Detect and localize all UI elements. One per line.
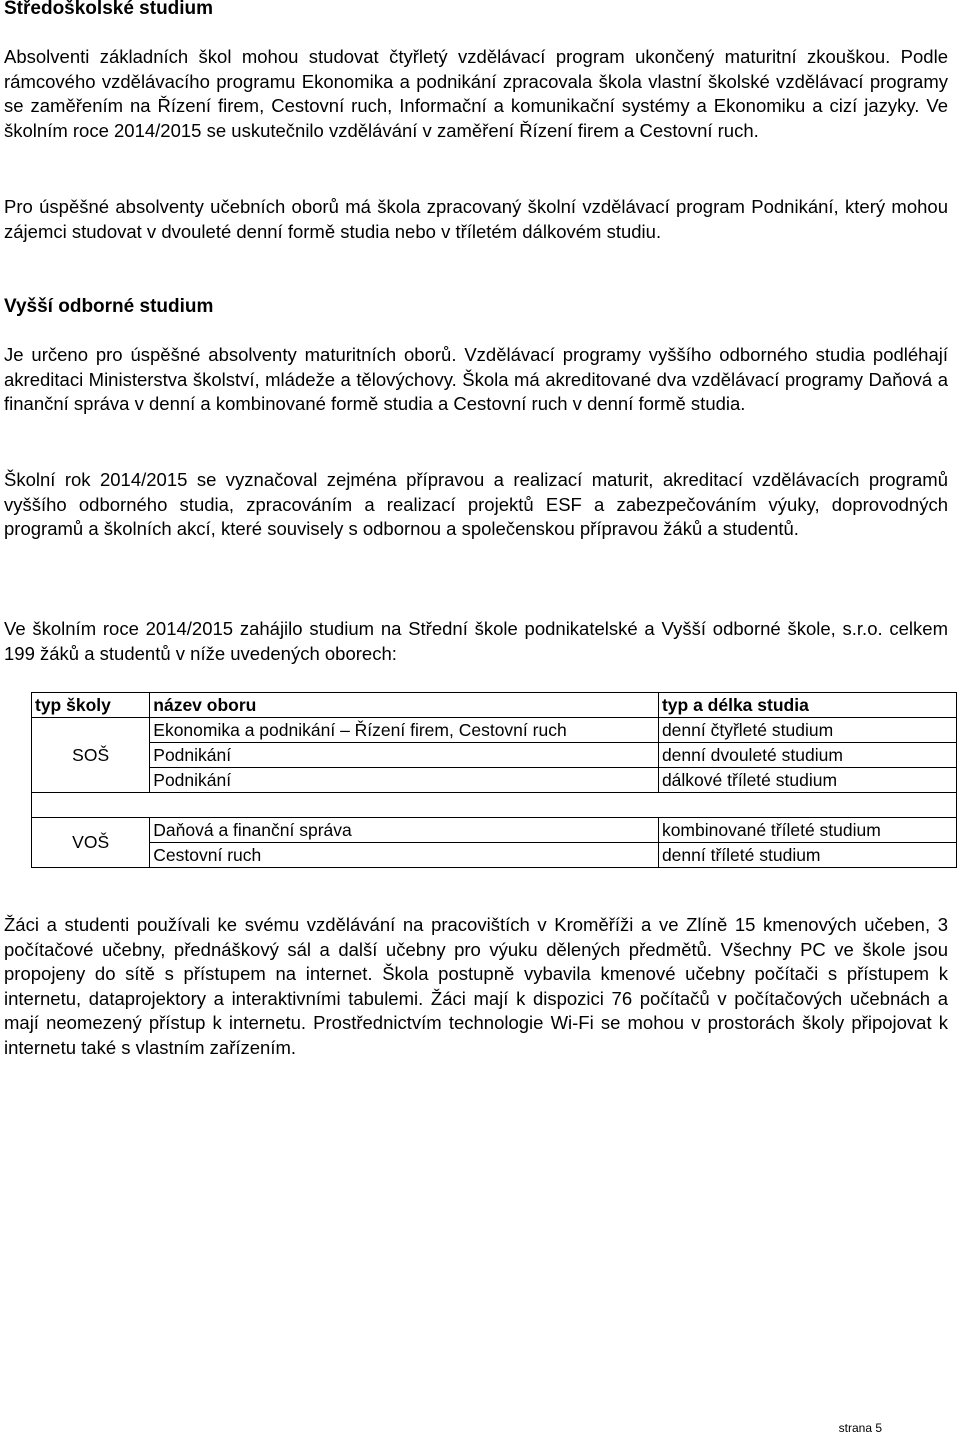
table-row — [32, 818, 957, 843]
paragraph-higher-vocational-intro: Je určeno pro úspěšné absolventy maturitních oborů. Vzdělávací programy vyššího odborného studia podléhají akreditaci Ministerstva školství, mládeže a tělovýchovy. Škola má akreditované dva vzdělávací programy Daňová a finanční správa v denní a kombinované formě studia a Cestovní ruch v denní formě studia. — [4, 344, 948, 415]
header-study-type: typ a délka studia — [658, 693, 956, 718]
paragraph-secondary-intro: Absolventi základních škol mohou studovat čtyřletý vzdělávací program ukončený maturitní zkouškou. Podle rámcového vzdělávacího programu Ekonomika a podnikání zpracovala škola vlastní školské vzdělávací programy se zaměřením na Řízení firem, Cestovní ruch, Informační a komunikační systémy a Ekonomiku a cizí jazyky. Ve školním roce 2014/2015 se uskutečnilo vzdělávání v zaměření Řízení firem a Cestovní ruch. — [4, 46, 948, 141]
school-type-vos: VOŠ — [32, 818, 150, 868]
study-type-cell: denní čtyřleté studium — [658, 718, 956, 743]
study-type-cell: denní dvouleté studium — [658, 743, 956, 768]
header-field-name: název oboru — [150, 693, 659, 718]
heading-higher-vocational: Vyšší odborné studium — [4, 296, 214, 317]
table-row — [32, 718, 957, 743]
paragraph-enrollment: Ve školním roce 2014/2015 zahájilo studium na Střední škole podnikatelské a Vyšší odborné škole, s.r.o. celkem 199 žáků a studentů v níže uvedených oborech: — [4, 618, 948, 664]
study-type-cell: dálkové tříleté studium — [658, 768, 956, 793]
separator-cell — [32, 793, 957, 818]
heading-secondary-school: Středoškolské studium — [4, 0, 214, 19]
study-type-cell: kombinované tříleté studium — [658, 818, 956, 843]
table-separator-row — [32, 793, 957, 818]
school-type-sos: SOŠ — [32, 718, 150, 793]
table-row — [32, 768, 957, 793]
paragraph-facilities: Žáci a studenti používali ke svému vzdělávání na pracovištích v Kroměříži a ve Zlíně 15 kmenových učeben, 3 počítačové učebny, přednáškový sál a další učebny pro výuku dělených předmětů. Všechny PC ve škole jsou propojeny do sítě s přístupem na internet. Škola postupně vybavila kmenové učebny počítači s přístupem k internetu, dataprojektory a interaktivními tabulemi. Žáci mají k dispozici 76 počítačů v počítačových učebnách a mají neomezený přístup k internetu. Prostřednictvím technologie Wi-Fi se mohou v prostorách školy připojovat k internetu také s vlastním zařízením. — [4, 914, 948, 1058]
study-programs-table — [31, 692, 957, 868]
table-row — [32, 743, 957, 768]
header-school-type: typ školy — [32, 693, 150, 718]
page-number: strana 5 — [838, 1421, 882, 1435]
paragraph-school-year-summary: Školní rok 2014/2015 se vyznačoval zejména přípravou a realizací maturit, akreditací vzdělávacích programů vyššího odborného studia, zpracováním a realizací projektů ESF a zabezpečováním výuky, doprovodných programů a školních akcí, které souvisely s odbornou a společenskou přípravou žáků a studentů. — [4, 469, 948, 540]
study-type-cell: denní tříleté studium — [658, 843, 956, 868]
field-name-cell: Podnikání — [150, 768, 659, 793]
table-header-row — [32, 693, 957, 718]
field-name-cell: Daňová a finanční správa — [150, 818, 659, 843]
field-name-cell: Ekonomika a podnikání – Řízení firem, Cestovní ruch — [150, 718, 659, 743]
field-name-cell: Cestovní ruch — [150, 843, 659, 868]
table-row — [32, 843, 957, 868]
paragraph-apprentice-graduates: Pro úspěšné absolventy učebních oborů má škola zpracovaný školní vzdělávací program Podnikání, který mohou zájemci studovat v dvouleté denní formě studia nebo v tříletém dálkovém studiu. — [4, 196, 948, 242]
field-name-cell: Podnikání — [150, 743, 659, 768]
